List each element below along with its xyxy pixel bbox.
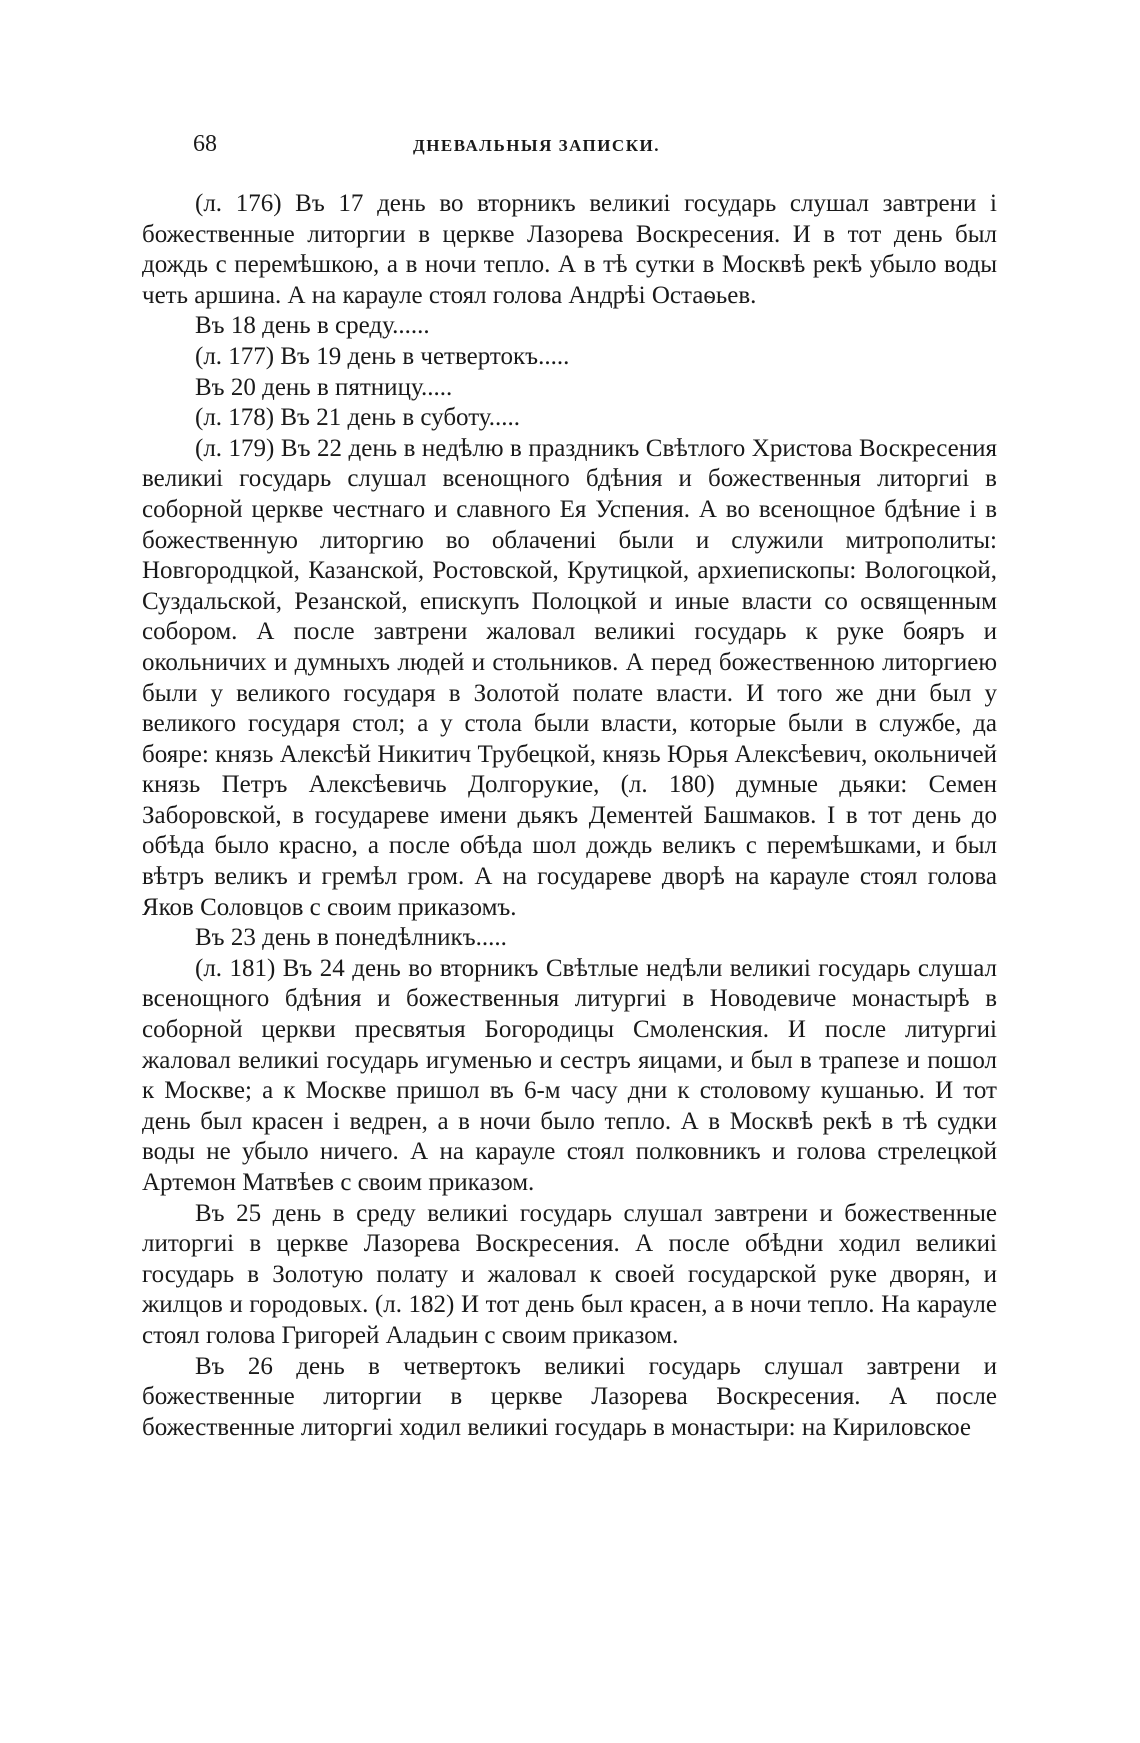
page-header xyxy=(193,127,993,161)
paragraph-day-18: Въ 18 день в среду...... xyxy=(195,312,430,340)
paragraph-day-24: (л. 181) Въ 24 день во вторникъ Свѣтлые недѣли великиі государь слушал всенощного бдѣния и божественныя литургиі в Новодевиче монастырѣ в соборной церкви пресвятыя Богородицы Смоленския. И после литургиі жаловал великиі государь игуменью и сестръ яицами, и был в трапезе и пошол к Москве; а к Москве пришол въ 6-м часу дни к столовому кушанью. И тот день был красен і ведрен, а в ночи было тепло. А в Москвѣ рекѣ в тѣ судки воды не убыло ничего. А на карауле стоял полковникъ и голова стрелецкой Артемон Матвѣев с своим приказом. xyxy=(142,954,997,1196)
paragraph-day-19: (л. 177) Въ 19 день в четвертокъ..... xyxy=(195,342,570,370)
paragraph-day-21: (л. 178) Въ 21 день в суботу..... xyxy=(195,404,521,432)
text-body xyxy=(142,189,997,1443)
paragraph-day-17: (л. 176) Въ 17 день во вторникъ великиі государь слушал завтрени і божественные литоргии в церкве Лазорева Воскресения. И в тот день был дождь с перемѣшкою, а в ночи тепло. А в тѣ сутки в Москвѣ рекѣ убыло воды четь аршина. А на карауле стоял голова Андрѣі Остаѳьев. xyxy=(142,190,997,309)
running-title: ДНЕВАЛЬНЫЯ ЗАПИСКИ. xyxy=(413,136,661,155)
page-number: 68 xyxy=(193,131,217,157)
paragraph-day-25: Въ 25 день в среду великиі государь слушал завтрени и божественные литоргиі в церкве Лазорева Воскресения. А после обѣдни ходил великиі государь в Золотую полату и жаловал к своей государской руке дворян, и жилцов и городовых. (л. 182) И тот день был красен, а в ночи тепло. На карауле стоял голова Григорей Аладьин с своим приказом. xyxy=(142,1199,997,1349)
paragraph-day-23: Въ 23 день в понедѣлникъ..... xyxy=(195,924,507,952)
paragraph-day-20: Въ 20 день в пятницу..... xyxy=(195,373,453,401)
paragraph-day-26: Въ 26 день в четвертокъ великиі государь слушал завтрени и божественные литоргии в церкве Лазорева Воскресения. А после божественные литоргиі ходил великиі государь в монастыри: на Кириловское xyxy=(142,1352,997,1441)
paragraph-day-22: (л. 179) Въ 22 день в недѣлю в праздникъ Свѣтлого Христова Воскресения великиі государь слушал всенощного бдѣния и божественныя литоргиі в соборной церкве честнаго и славного Ея Успения. А во всенощное бдѣние і в божественную литоргию во облачениі были и служили митрополиты: Новгородцкой, Казанской, Ростовской, Крутицкой, архиепископы: Вологоцкой, Суздальской, Резанской, епискупъ Полоцкой и иные власти со освященным собором. А после завтрени жаловал великиі государь к руке бояръ и окольничих и думныхъ людей и стольников. А перед божественною литоргиею были у великого государя в Золотой полате власти. И того же дни был у великого государя стол; а у стола были власти, которые были в службе, да бояре: князь Алексѣй Никитич Трубецкой, князь Юрья Алексѣевич, окольничей князь Петръ Алексѣевичь Долгорукие, (л. 180) думные дьяки: Семен Заборовской, в государеве имени дьякъ Дементей Башмаков. І в тот день до обѣда было красно, а после обѣда шол дождь великъ с перемѣшками, и был вѣтръ великъ и гремѣл гром. А на государеве дворѣ на карауле стоял голова Яков Соловцов с своим приказомъ. xyxy=(142,434,997,921)
